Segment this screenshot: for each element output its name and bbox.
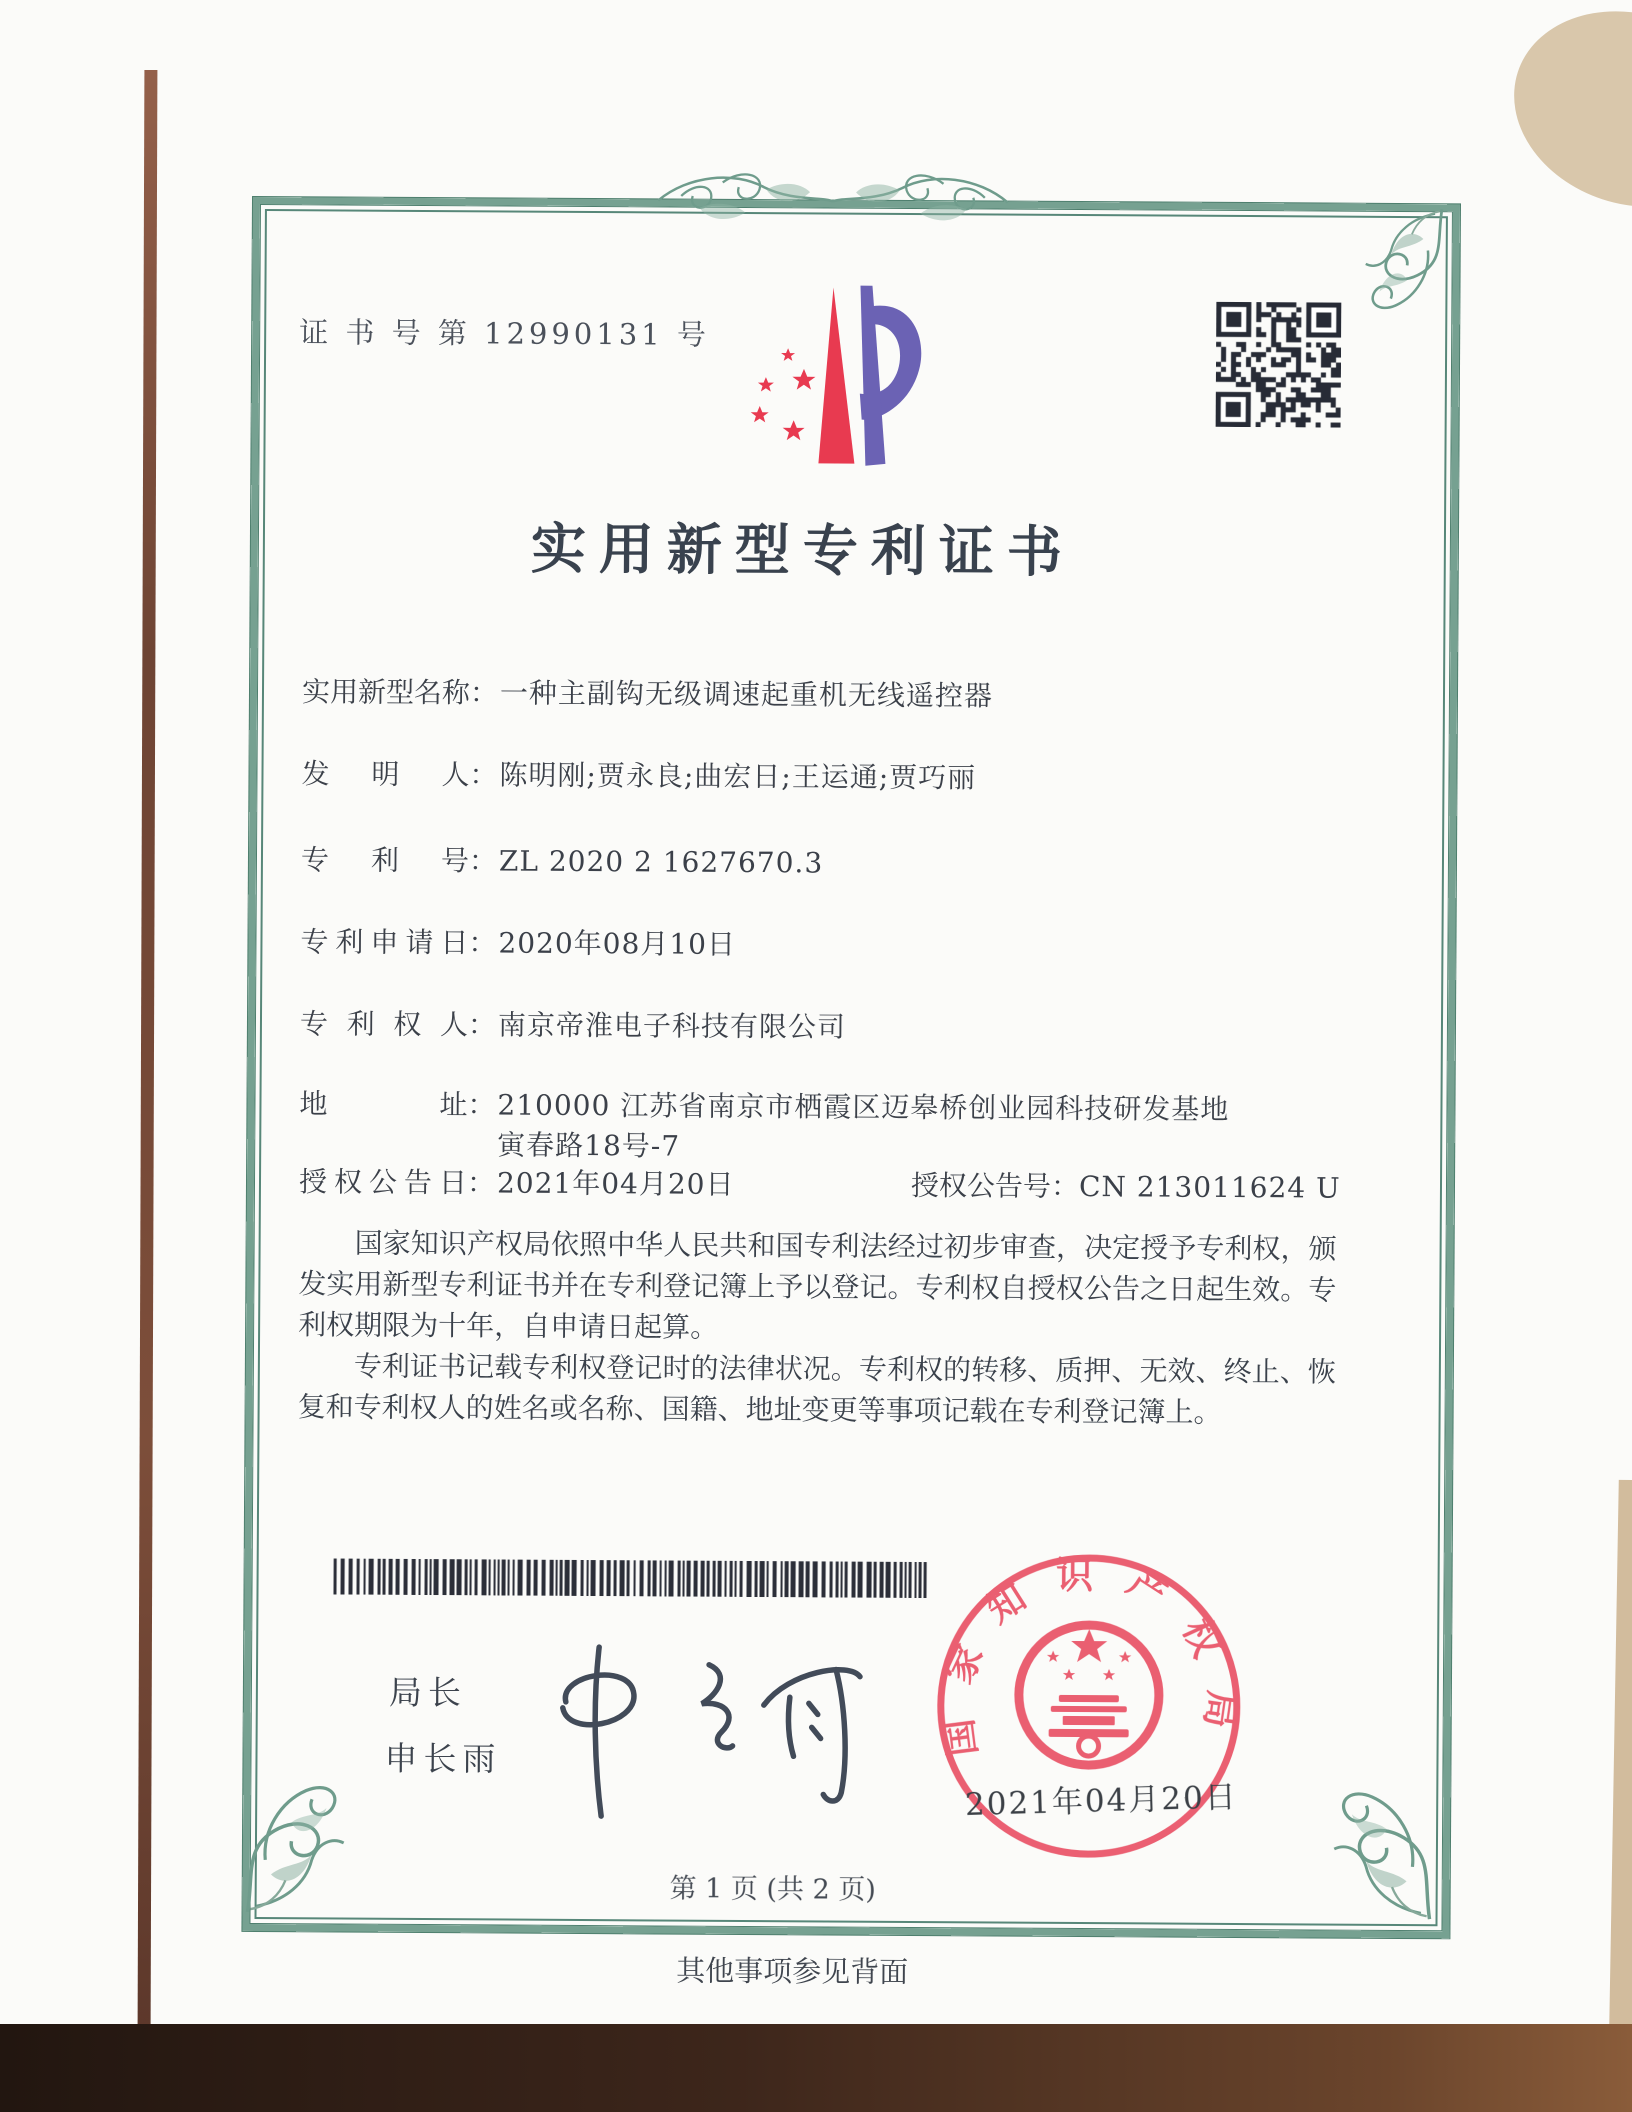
field-row-inventors <box>301 752 1361 798</box>
certificate-number: 证 书 号 第 12990131 号 <box>299 315 710 352</box>
field-label: 地址 <box>299 1087 468 1122</box>
field-label: 专利号 <box>300 843 470 878</box>
field-row-patentee <box>300 1002 1360 1048</box>
back-side-note: 其他事项参见背面 <box>676 1953 909 1989</box>
field-colon: ： <box>468 844 498 878</box>
cnipa-logo-icon <box>713 273 929 479</box>
field-colon: ： <box>468 926 497 960</box>
field-value: 陈明刚;贾永良;曲宏日;王运通;贾巧丽 <box>499 758 977 795</box>
field-row-address <box>299 1082 1359 1170</box>
page-indicator: 第 1 页 (共 2 页) <box>669 1873 876 1906</box>
field-value: 2021年04月20日 <box>496 1166 735 1201</box>
field-label: 实用新型名称 <box>301 675 471 710</box>
field-row-name <box>302 670 1362 716</box>
field-colon: ： <box>469 676 499 710</box>
field-label: 专利申请日 <box>300 925 469 960</box>
field-label: 发明人 <box>301 757 470 792</box>
field-value: 南京帝淮电子科技有限公司 <box>497 1008 847 1044</box>
director-title: 局长 <box>388 1672 468 1713</box>
official-seal-cnipa <box>930 1542 1254 1874</box>
director-name: 申长雨 <box>384 1738 502 1779</box>
field-value-line2: 寅春路18号-7 <box>497 1128 681 1163</box>
field-row-patent-number <box>301 838 1361 884</box>
field-value: 2020年08月10日 <box>498 926 737 961</box>
seal-text: 国家知识产权局 <box>932 1552 1245 1761</box>
field-colon: ： <box>469 758 498 792</box>
field-colon: ： <box>467 1088 496 1122</box>
field-colon: ： <box>1050 1169 1080 1204</box>
handwritten-signature <box>530 1617 901 1834</box>
field-value: ZL 2020 2 1627670.3 <box>498 844 824 880</box>
barcode <box>331 1558 937 1598</box>
field-colon: ： <box>466 1166 496 1200</box>
legal-paragraph: 专利证书记载专利权登记时的法律状况。专利权的转移、质押、无效、终止、恢复和专利权人的姓名或名称、国籍、地址变更等事项记载在专利登记簿上。 <box>297 1349 1336 1429</box>
qr-code <box>1216 302 1342 428</box>
field-row-filing-date <box>300 920 1360 966</box>
field-value: 一种主副钩无级调速起重机无线遥控器 <box>499 676 994 713</box>
legal-paragraph: 国家知识产权局依照中华人民共和国专利法经过初步审查，决定授予专利权，颁发实用新型专利证书并在专利登记簿上予以登记。专利权自授权公告之日起生效。专利权期限为十年，自申请日起算。 <box>298 1226 1337 1344</box>
field-value: 210000 江苏省南京市栖霞区迈皋桥创业园科技研发基地 <box>497 1088 1230 1126</box>
field-label: 专利权人 <box>299 1007 469 1042</box>
seal-date: 2021年04月20日 <box>964 1779 1239 1824</box>
national-emblem-icon <box>1018 1625 1159 1766</box>
field-colon: ： <box>467 1008 497 1042</box>
field-label: 授权公告日 <box>298 1165 468 1200</box>
photo-bottom-background <box>0 2024 1632 2112</box>
legal-text <box>298 1222 1337 1433</box>
field-grant-number <box>911 1164 1341 1207</box>
certificate-title: 实用新型专利证书 <box>530 515 1076 584</box>
field-row-grant-date <box>299 1160 1359 1206</box>
field-label: 授权公告号 <box>910 1168 1052 1203</box>
field-value: CN 213011624 U <box>1078 1170 1341 1205</box>
